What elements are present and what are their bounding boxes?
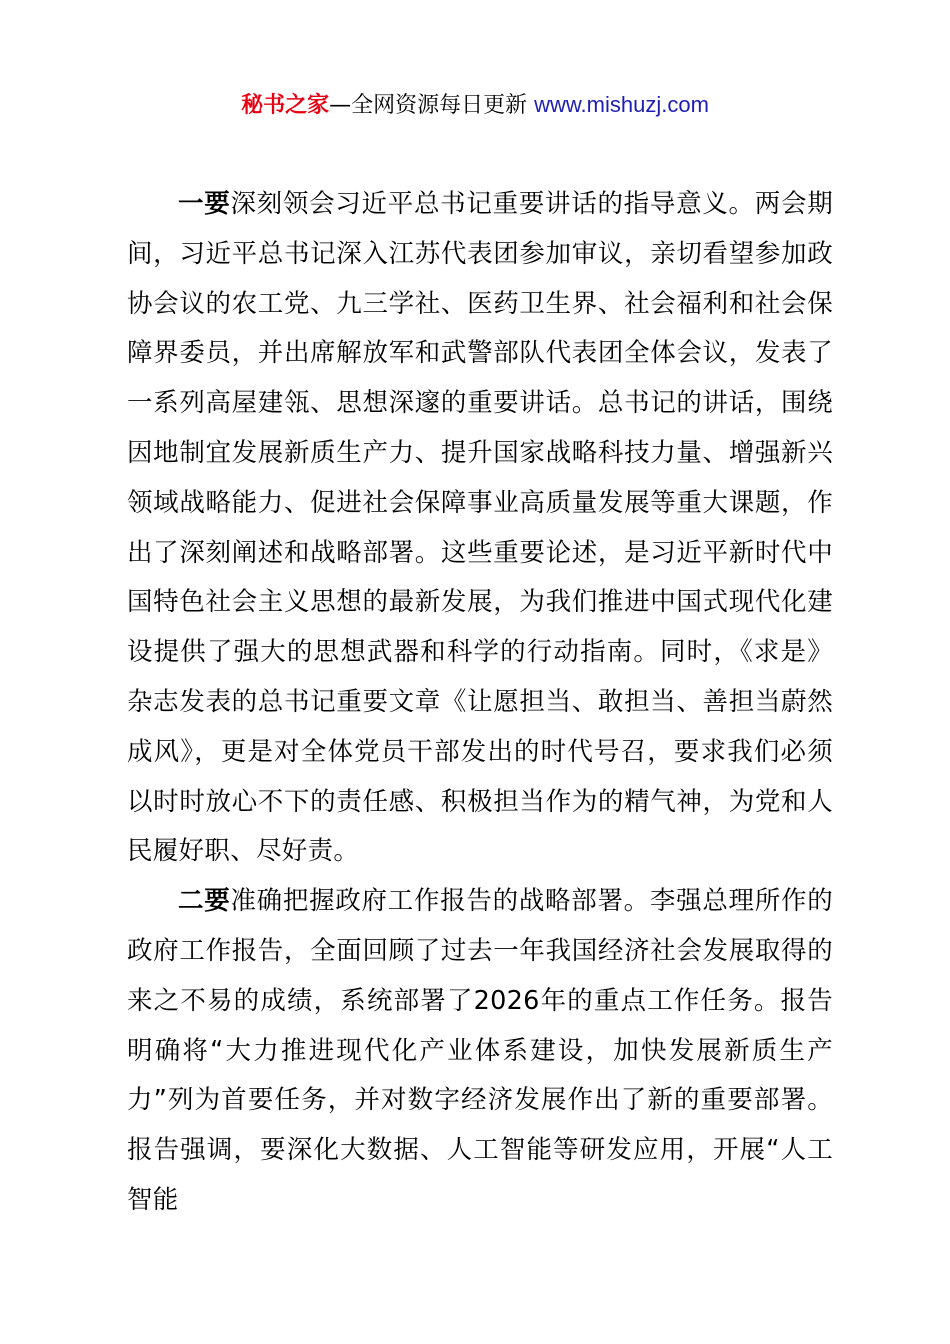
paragraph-text: 准确把握政府工作报告的战略部署。李强总理所作的政府工作报告，全面回顾了过去一年我国经济社会发展取得的来之不易的成绩，系统部署了2026年的重点工作任务。报告明确将“大力推进现代化产业体系建设，加快发展新质生产力”列为首要任务，并对数字经济发展作出了新的重要部署。报告强调，要深化大数据、人工智能等研发应用，开展“人工智能 (127, 886, 833, 1215)
paragraph-text: 深刻领会习近平总书记重要讲话的指导意义。两会期间，习近平总书记深入江苏代表团参加审议，亲切看望参加政协会议的农工党、九三学社、医药卫生界、社会福利和社会保障界委员，并出席解放军和武警部队代表团全体会议，发表了一系列高屋建瓴、思想深邃的重要讲话。总书记的讲话，围绕因地制宜发展新质生产力、提升国家战略科技力量、增强新兴领域战略能力、促进社会保障事业高质量发展等重大课题，作出了深刻阐述和战略部署。这些重要论述，是习近平新时代中国特色社会主义思想的最新发展，为我们推进中国式现代化建设提供了强大的思想武器和科学的行动指南。同时，《求是》杂志发表的总书记重要文章《让愿担当、敢担当、善担当蔚然成风》，更是对全体党员干部发出的时代号召，要求我们必须以时时放心不下的责任感、积极担当作为的精气神，为党和人民履好职、尽好责。 (127, 189, 833, 867)
page-header (0, 88, 950, 123)
header-tagline: —全网资源每日更新 (329, 93, 535, 118)
paragraph-1 (127, 180, 833, 877)
paragraph-lead: 一要 (178, 189, 231, 219)
paragraph-2 (127, 877, 833, 1226)
brand-name: 秘书之家 (241, 93, 330, 118)
document-body (127, 180, 833, 1226)
paragraph-lead: 二要 (178, 886, 231, 917)
site-url-link[interactable]: www.mishuzj.com (534, 92, 709, 117)
